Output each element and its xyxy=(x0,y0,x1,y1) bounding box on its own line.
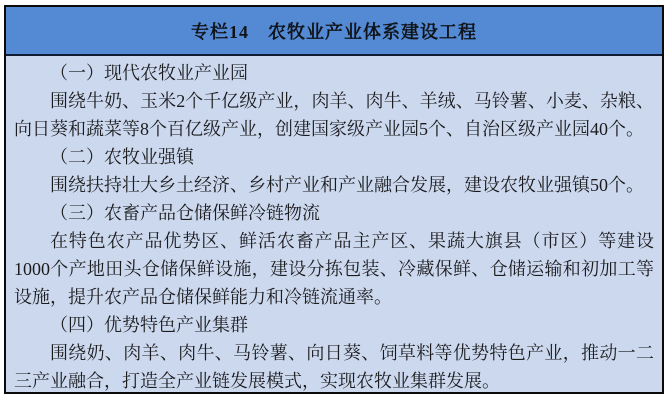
section xyxy=(14,59,654,143)
section-heading: （二）农牧业强镇 xyxy=(50,147,194,167)
panel-body xyxy=(6,56,662,392)
section-paragraph: 围绕牛奶、玉米2个千亿级产业，肉羊、肉牛、羊绒、马铃薯、小麦、杂粮、向日葵和蔬菜等8个百亿级产业，创建国家级产业园5个、自治区级产业园40个。 xyxy=(14,91,654,139)
section-heading: （一）现代农牧业产业园 xyxy=(50,63,248,83)
section xyxy=(14,311,654,392)
section-paragraph: 围绕奶、肉羊、肉牛、马铃薯、向日葵、饲草料等优势特色产业，推动一二三产业融合，打造全产业链发展模式，实现农牧业集群发展。 xyxy=(14,343,654,391)
section-heading: （四）优势特色产业集群 xyxy=(50,315,248,335)
section xyxy=(14,199,654,311)
section-heading: （三）农畜产品仓储保鲜冷链物流 xyxy=(50,203,320,223)
column-box-panel xyxy=(4,5,664,394)
section-paragraph: 围绕扶持壮大乡土经济、乡村产业和产业融合发展，建设农牧业强镇50个。 xyxy=(50,175,644,195)
section-paragraph: 在特色农产品优势区、鲜活农畜产品主产区、果蔬大旗县（市区）等建设1000个产地田头仓储保鲜设施，建设分拣包装、冷藏保鲜、仓储运输和初加工等设施，提升农产品仓储保鲜能力和冷链流通率。 xyxy=(14,231,654,307)
section xyxy=(14,143,654,199)
panel-header xyxy=(6,7,662,56)
panel-title: 专栏14 农牧业产业体系建设工程 xyxy=(191,21,477,42)
